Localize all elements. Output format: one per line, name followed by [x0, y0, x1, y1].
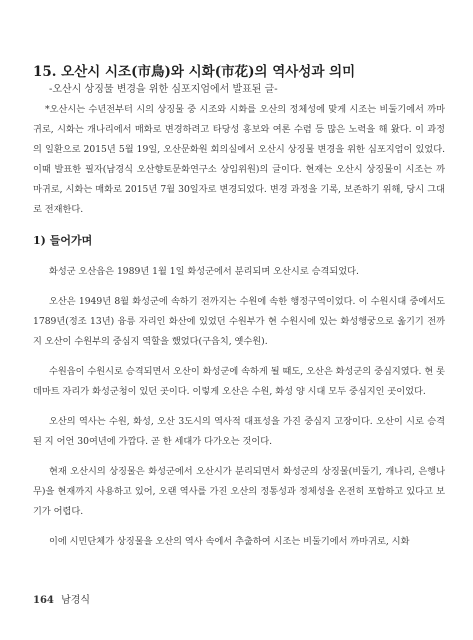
paragraph: 오산의 역사는 수원, 화성, 오산 3도시의 역사적 대표성을 가진 중심지 고장이다. 오산이 시로 승격된 지 어언 30여년에 가깝다. 곧 한 세대가 다가오는 것이다.	[33, 416, 445, 447]
paragraph: 수원읍이 수원시로 승격되면서 오산이 화성군에 속하게 될 때도, 오산은 화성군의 중심지였다. 현 롯데마트 자리가 화성군청이 있던 곳이다. 이렇게 오산은 수원, 화성 양 시대 모두 중심지인 곳이었다.	[33, 366, 445, 397]
paragraph: 오산은 1949년 8월 화성군에 속하기 전까지는 수원에 속한 행정구역이었다. 이 수원시대 중에서도 1789년(정조 13년) 융릉 자리인 화산에 있었던 수원부가 현 수원시에 있는 화성행궁으로 옮기기 전까지 오산이 수원부의 중심지 역할을 했었다(구읍치, 옛수원).	[33, 296, 445, 347]
footer-author: 남경식	[61, 595, 91, 606]
paragraph: 이에 시민단체가 상징물을 오산의 역사 속에서 추출하여 시조는 비둘기에서 까마귀로, 시화	[49, 536, 410, 547]
page-title: 15. 오산시 시조(市鳥)와 시화(市花)의 역사성과 의미	[33, 64, 356, 80]
page-number: 164	[33, 595, 54, 606]
body-text	[33, 262, 445, 562]
intro-note	[33, 100, 445, 220]
page-footer	[33, 591, 90, 606]
section-heading: 1) 들어가며	[33, 234, 93, 247]
intro-paragraph: *오산시는 수년전부터 시의 상징물 중 시조와 시화를 오산의 정체성에 맞게 시조는 비둘기에서 까마귀로, 시화는 개나리에서 매화로 변경하려고 타당성 홍보와 여론 수렴 등 많은 노력을 해 왔다. 이 과정의 일환으로 2015년 5월 19일, 오산문화원 회의실에서 오산시 상징물 변경을 위한 심포지엄이 있었다. 이때 발표한 필자(남경식 오산향토문화연구소 상임위원)의 글이다. 현재는 오산시 상징물이 시조는 까마귀로, 시화는 매화로 2015년 7월 30일자로 변경되었다. 변경 과정을 기록, 보존하기 위해, 당시 그대로 전재한다.	[33, 104, 445, 215]
paragraph: 현재 오산시의 상징물은 화성군에서 오산시가 분리되면서 화성군의 상징물(비둘기, 개나리, 은행나무)을 현재까지 사용하고 있어, 오랜 역사를 가진 오산의 정통성과 정체성을 온전히 포함하고 있다고 보기가 어렵다.	[33, 466, 445, 517]
page-subtitle: -오산시 상징물 변경을 위한 심포지엄에서 발표된 글-	[49, 84, 278, 95]
paragraph: 화성군 오산읍은 1989년 1월 1일 화성군에서 분리되며 오산시로 승격되었다.	[49, 266, 359, 277]
